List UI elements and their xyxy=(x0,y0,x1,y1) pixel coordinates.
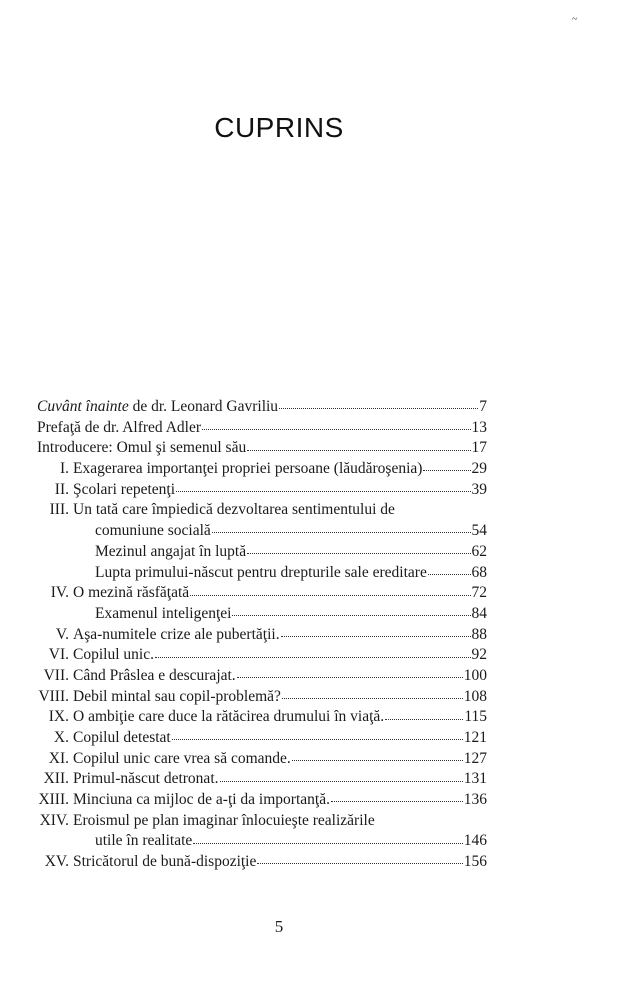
toc-entry[interactable] xyxy=(37,645,487,666)
scan-mark: ~ xyxy=(572,14,578,25)
toc-entry-title: Exagerarea importanţei propriei persoane (lăudăroşenia) xyxy=(73,460,423,478)
chapter-number: IV. xyxy=(50,584,69,602)
toc-entry[interactable] xyxy=(37,438,487,459)
leader-dots xyxy=(279,408,478,409)
toc-entry-title: Introducere: Omul şi semenul său xyxy=(37,439,247,457)
toc-entry-title: utile în realitate xyxy=(95,832,193,850)
leader-dots xyxy=(220,781,463,782)
toc-entry-page: 13 xyxy=(471,418,487,436)
chapter-number: III. xyxy=(49,501,69,519)
chapter-number: I. xyxy=(59,460,69,478)
toc-entry-page: 115 xyxy=(464,708,487,726)
toc-entry[interactable] xyxy=(37,728,487,749)
chapter-number: VIII. xyxy=(38,687,69,705)
toc-entry-page: 136 xyxy=(463,791,487,809)
toc-entry[interactable] xyxy=(37,852,487,873)
chapter-number: II. xyxy=(54,480,69,498)
toc-entry-title: Mezinul angajat în luptă xyxy=(95,542,247,560)
leader-dots xyxy=(202,429,471,430)
toc-entry[interactable] xyxy=(37,687,487,708)
toc-entry-title: Lupta primului-născut pentru drepturile sale ereditare xyxy=(95,563,427,581)
toc-entry[interactable] xyxy=(37,749,487,770)
leader-dots xyxy=(385,719,463,720)
leader-dots xyxy=(423,470,470,471)
chapter-number: XIII. xyxy=(38,791,69,809)
toc-entry-title: Copilul unic care vrea să comande. xyxy=(73,749,291,767)
leader-dots xyxy=(193,843,462,844)
toc-entry-title: Eroismul pe plan imaginar înlocuieşte realizările xyxy=(73,811,375,829)
toc-entry[interactable] xyxy=(37,583,487,604)
leader-dots xyxy=(176,491,471,492)
toc-entry-page: 54 xyxy=(471,522,487,540)
leader-dots xyxy=(190,595,470,596)
chapter-number: V. xyxy=(55,625,69,643)
toc-entry[interactable] xyxy=(37,542,487,563)
chapter-number: IX. xyxy=(48,708,69,726)
toc-entry-title: Copilul detestat xyxy=(73,729,171,746)
toc-entry[interactable] xyxy=(37,563,487,584)
toc-entry-page: 156 xyxy=(463,853,487,871)
leader-dots xyxy=(155,657,471,658)
chapter-number: XV. xyxy=(44,853,69,871)
toc-entry-page: 7 xyxy=(479,398,487,415)
leader-dots xyxy=(172,739,463,740)
toc-entry[interactable] xyxy=(37,418,487,439)
leader-dots xyxy=(247,450,470,451)
toc-entry-title: comuniune socială xyxy=(95,522,211,540)
leader-dots xyxy=(331,801,463,802)
chapter-number: XIV. xyxy=(39,811,69,829)
toc-entry-title: Când Prâslea e descurajat. xyxy=(73,666,236,684)
chapter-number: XII. xyxy=(43,770,69,788)
toc-entry-title: Copilul unic. xyxy=(73,646,154,664)
page-title: CUPRINS xyxy=(214,112,344,143)
toc-entry[interactable] xyxy=(37,666,487,687)
toc-entry-page: 108 xyxy=(463,687,487,705)
leader-dots xyxy=(237,677,463,678)
leader-dots xyxy=(428,574,471,575)
toc-entry[interactable] xyxy=(37,625,487,646)
toc-entry-title: O ambiţie care duce la rătăcirea drumului în viaţă. xyxy=(73,708,385,726)
page-number: 5 xyxy=(274,917,284,936)
toc-entry-page: 29 xyxy=(471,460,487,478)
leader-dots xyxy=(247,553,470,554)
leader-dots xyxy=(257,863,462,864)
toc-entry-title: Un tată care împiedică dezvoltarea sentimentului de xyxy=(73,501,395,519)
toc-entry-title: Debil mintal sau copil-problemă? xyxy=(73,687,281,705)
leader-dots xyxy=(232,615,470,616)
toc-entry[interactable] xyxy=(37,459,487,480)
toc-entry[interactable] xyxy=(37,500,487,521)
table-of-contents xyxy=(37,397,487,873)
leader-dots xyxy=(282,698,463,699)
toc-entry-page: 39 xyxy=(471,480,487,498)
chapter-number: XI. xyxy=(48,749,69,767)
toc-entry[interactable] xyxy=(37,397,487,418)
leader-dots xyxy=(212,532,471,533)
toc-entry[interactable] xyxy=(37,769,487,790)
toc-entry-page: 62 xyxy=(471,542,487,560)
toc-entry-page: 131 xyxy=(463,770,487,788)
toc-entry-page: 127 xyxy=(463,749,487,767)
toc-entry-title: Şcolari repetenţi xyxy=(73,480,175,498)
toc-entry[interactable] xyxy=(37,604,487,625)
leader-dots xyxy=(281,636,471,637)
toc-entry-page: 88 xyxy=(471,625,487,643)
chapter-number: X. xyxy=(53,729,69,746)
toc-entry-title: O mezină răsfăţată xyxy=(73,584,190,602)
toc-entry-title: Examenul inteligenţei xyxy=(95,604,232,622)
toc-entry-page: 146 xyxy=(463,832,487,850)
toc-entry-page: 92 xyxy=(471,646,487,664)
toc-entry-page: 100 xyxy=(463,666,487,684)
toc-entry[interactable] xyxy=(37,831,487,852)
toc-entry[interactable] xyxy=(37,811,487,832)
toc-entry-title: Cuvânt înainte de dr. Leonard Gavriliu xyxy=(37,398,279,415)
toc-entry-page: 68 xyxy=(471,563,487,581)
toc-entry-page: 17 xyxy=(471,439,487,457)
chapter-number: VI. xyxy=(48,646,69,664)
toc-entry[interactable] xyxy=(37,521,487,542)
toc-entry-title: Stricătorul de bună-dispoziţie xyxy=(73,853,257,871)
toc-entry-page: 84 xyxy=(471,604,487,622)
toc-entry-title: Primul-născut detronat. xyxy=(73,770,219,788)
chapter-number: VII. xyxy=(43,666,69,684)
toc-entry[interactable] xyxy=(37,480,487,501)
toc-entry-title: Minciuna ca mijloc de a-ţi da importanţă. xyxy=(73,791,330,809)
toc-entry-page: 121 xyxy=(463,729,487,746)
leader-dots xyxy=(292,760,463,761)
toc-entry[interactable] xyxy=(37,707,487,728)
toc-entry[interactable] xyxy=(37,790,487,811)
toc-entry-title: Aşa-numitele crize ale pubertăţii. xyxy=(73,625,280,643)
toc-entry-page: 72 xyxy=(471,584,487,602)
toc-entry-title: Prefaţă de dr. Alfred Adler xyxy=(37,418,201,436)
